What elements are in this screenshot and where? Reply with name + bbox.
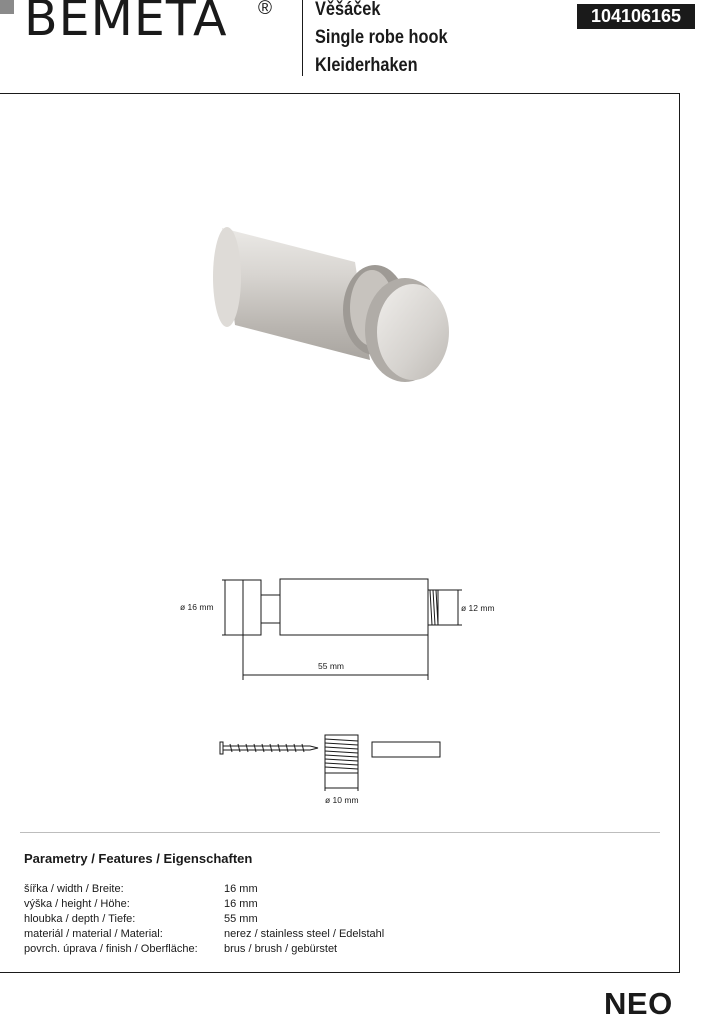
drawing-screw bbox=[220, 742, 318, 754]
product-code: 104106165 bbox=[577, 4, 695, 29]
feature-row-material bbox=[24, 927, 384, 942]
dim-body-diameter: ø 12 mm bbox=[461, 603, 495, 613]
technical-drawing bbox=[160, 565, 520, 810]
feature-label: materiál / material / Material: bbox=[24, 928, 163, 940]
feature-row-finish bbox=[24, 942, 384, 957]
dim-head-diameter: ø 16 mm bbox=[180, 602, 214, 612]
feature-value: 55 mm bbox=[224, 913, 258, 925]
feature-row-height bbox=[24, 897, 384, 912]
feature-row-depth bbox=[24, 912, 384, 927]
title-german: Kleiderhaken bbox=[315, 55, 418, 76]
dim-length: 55 mm bbox=[318, 661, 344, 671]
feature-value: nerez / stainless steel / Edelstahl bbox=[224, 928, 385, 940]
features-divider bbox=[20, 832, 660, 833]
title-divider bbox=[302, 0, 303, 76]
brand-logo: BEMETA bbox=[24, 0, 228, 47]
feature-value: brus / brush / gebürstet bbox=[224, 943, 338, 955]
logo-square bbox=[0, 0, 14, 14]
feature-row-width bbox=[24, 882, 384, 897]
series-name: NEO bbox=[604, 986, 673, 1021]
drawing-head bbox=[243, 580, 261, 635]
feature-value: 16 mm bbox=[224, 883, 258, 895]
dim-anchor-diameter: ø 10 mm bbox=[325, 795, 359, 805]
feature-value: 16 mm bbox=[224, 898, 258, 910]
drawing-sleeve bbox=[372, 742, 440, 757]
drawing-anchor bbox=[325, 735, 358, 773]
drawing-body bbox=[280, 579, 428, 635]
product-titles bbox=[315, 0, 469, 80]
drawing-thread bbox=[428, 590, 438, 625]
product-photo bbox=[200, 190, 460, 390]
registered-mark: ® bbox=[258, 0, 272, 19]
feature-label: šířka / width / Breite: bbox=[24, 883, 124, 895]
title-english: Single robe hook bbox=[315, 27, 448, 48]
drawing-neck bbox=[261, 595, 280, 623]
features-table bbox=[24, 882, 384, 957]
feature-label: hloubka / depth / Tiefe: bbox=[24, 913, 136, 925]
features-heading: Parametry / Features / Eigenschaften bbox=[24, 851, 253, 866]
feature-label: povrch. úprava / finish / Oberfläche: bbox=[24, 943, 198, 955]
hook-cap bbox=[365, 278, 449, 382]
feature-label: výška / height / Höhe: bbox=[24, 898, 130, 910]
title-czech: Věšáček bbox=[315, 0, 381, 20]
